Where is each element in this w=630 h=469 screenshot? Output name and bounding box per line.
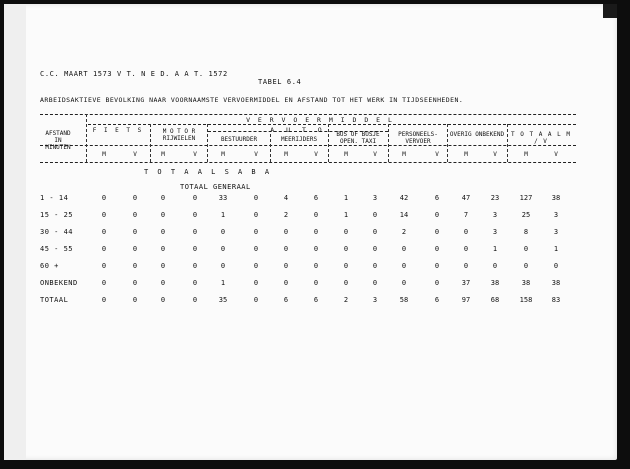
divider-stub [86, 114, 87, 162]
sex-subheader: M [102, 151, 106, 158]
table-cell: 0 [523, 245, 529, 253]
table-cell: 0 [553, 262, 559, 270]
table-cell: 38 [521, 279, 531, 287]
col-header-personeel: PERSONEELS- VERVOER [398, 131, 438, 145]
table-cell: 2 [343, 296, 349, 304]
table-cell: 0 [253, 245, 259, 253]
label-totaal-saba: T O T A A L S A B A [144, 168, 272, 176]
table-cell: 0 [434, 279, 440, 287]
table-cell: 38 [551, 194, 561, 202]
sex-subheader: M [344, 151, 348, 158]
table-cell: 1 [343, 194, 349, 202]
sex-subheader: M [221, 151, 225, 158]
table-cell: 6 [283, 296, 289, 304]
table-cell: 3 [372, 194, 378, 202]
table-cell: 0 [101, 296, 107, 304]
table-cell: 0 [220, 262, 226, 270]
sex-subheader: M [402, 151, 406, 158]
col-header-bestuurder: BESTUURDER [220, 136, 258, 143]
table-cell: 23 [490, 194, 500, 202]
table-cell: 25 [521, 211, 531, 219]
sex-subheader: V [314, 151, 318, 158]
table-cell: 0 [220, 228, 226, 236]
table-cell: 0 [283, 262, 289, 270]
table-cell: 0 [313, 228, 319, 236]
table-cell: 97 [461, 296, 471, 304]
table-cell: 0 [463, 228, 469, 236]
table-cell: 0 [192, 211, 198, 219]
table-cell: 0 [253, 228, 259, 236]
sex-subheader: M [464, 151, 468, 158]
table-title: ARBEIDSAKTIEVE BEVOLKING NAAR VOORNAAMSTE VERVOERMIDDEL EN AFSTAND TOT HET WERK IN TIJDSEENHEDEN. [40, 96, 464, 104]
table-cell: 0 [372, 279, 378, 287]
sex-subheader: V [193, 151, 197, 158]
row-label: 1 - 14 [40, 194, 69, 202]
col-header-fiets: F I E T S [92, 127, 144, 134]
table-cell: 0 [132, 279, 138, 287]
table-cell: 6 [313, 194, 319, 202]
table-cell: 6 [434, 194, 440, 202]
row-label: 60 + [40, 262, 59, 270]
table-cell: 38 [551, 279, 561, 287]
sex-subheader: V [554, 151, 558, 158]
sex-subheader: M [284, 151, 288, 158]
rule-subheaders [40, 162, 576, 163]
table-cell: 0 [192, 279, 198, 287]
row-label: 45 - 55 [40, 245, 74, 253]
col-header-motor: M O T O R RIJWIELEN [162, 128, 196, 142]
table-cell: 0 [401, 262, 407, 270]
table-cell: 0 [313, 211, 319, 219]
sex-subheader: V [373, 151, 377, 158]
table-cell: 0 [220, 245, 226, 253]
table-cell: 0 [463, 262, 469, 270]
table-cell: 0 [434, 211, 440, 219]
table-cell: 0 [160, 279, 166, 287]
table-cell: 1 [220, 279, 226, 287]
table-cell: 0 [192, 194, 198, 202]
table-cell: 0 [343, 228, 349, 236]
page-edge-band [4, 4, 26, 460]
table-cell: 0 [372, 245, 378, 253]
table-cell: 37 [461, 279, 471, 287]
table-cell: 0 [132, 296, 138, 304]
table-cell: 2 [401, 228, 407, 236]
stub-header-2: IN [54, 137, 62, 144]
table-cell: 1 [220, 211, 226, 219]
table-cell: 4 [283, 194, 289, 202]
table-cell: 1 [343, 211, 349, 219]
table-cell: 0 [160, 245, 166, 253]
table-cell: 38 [490, 279, 500, 287]
table-cell: 83 [551, 296, 561, 304]
col-header-bus: BUS OF BUSJE OPEN. TAXI [336, 131, 380, 145]
sex-subheader: V [435, 151, 439, 158]
table-cell: 0 [101, 245, 107, 253]
stub-header-1: AFSTAND [45, 130, 71, 137]
rule-top [40, 114, 576, 115]
table-cell: 6 [434, 296, 440, 304]
col-header-overig: OVERIG ONBEKEND [449, 131, 505, 138]
row-label: TOTAAL [40, 296, 69, 304]
table-cell: 0 [253, 262, 259, 270]
label-totaal-generaal: TOTAAL GENERAAL [180, 183, 251, 191]
row-label: 15 - 25 [40, 211, 74, 219]
table-cell: 3 [553, 211, 559, 219]
table-cell: 0 [313, 245, 319, 253]
table-cell: 0 [132, 228, 138, 236]
divider-6 [447, 124, 448, 162]
divider-1 [150, 124, 151, 162]
table-cell: 0 [401, 245, 407, 253]
row-label: 30 - 44 [40, 228, 74, 236]
table-number: TABEL 6.4 [258, 78, 302, 86]
table-cell: 0 [434, 262, 440, 270]
rule-group [88, 124, 576, 125]
table-cell: 3 [492, 211, 498, 219]
table-cell: 47 [461, 194, 471, 202]
table-cell: 0 [132, 194, 138, 202]
table-cell: 6 [313, 296, 319, 304]
table-cell: 0 [192, 228, 198, 236]
table-cell: 0 [372, 262, 378, 270]
group-header: V E R V O E R M I D D E L [246, 116, 394, 124]
table-cell: 0 [101, 228, 107, 236]
col-header-meerijders: MEERIJDERS [280, 136, 318, 143]
sex-subheader: M [161, 151, 165, 158]
table-cell: 1 [492, 245, 498, 253]
table-cell: 0 [434, 245, 440, 253]
table-cell: 0 [343, 245, 349, 253]
table-cell: 0 [192, 262, 198, 270]
table-cell: 0 [253, 296, 259, 304]
table-cell: 0 [372, 228, 378, 236]
table-cell: 0 [253, 211, 259, 219]
table-cell: 127 [519, 194, 533, 202]
table-cell: 0 [101, 194, 107, 202]
sex-subheader: M [524, 151, 528, 158]
table-cell: 35 [218, 296, 228, 304]
table-cell: 3 [372, 296, 378, 304]
table-cell: 42 [399, 194, 409, 202]
row-label: ONBEKEND [40, 279, 78, 287]
table-cell: 0 [101, 262, 107, 270]
table-cell: 0 [401, 279, 407, 287]
stub-header-3: MINUTEN [45, 144, 71, 151]
table-cell: 0 [372, 211, 378, 219]
page-corner [603, 4, 617, 18]
divider-2 [207, 124, 208, 162]
table-cell: 0 [434, 228, 440, 236]
table-cell: 33 [218, 194, 228, 202]
sex-subheader: V [254, 151, 258, 158]
table-cell: 0 [160, 262, 166, 270]
table-cell: 0 [253, 279, 259, 287]
table-cell: 0 [313, 262, 319, 270]
table-cell: 0 [492, 262, 498, 270]
table-cell: 0 [283, 245, 289, 253]
table-cell: 58 [399, 296, 409, 304]
table-cell: 0 [160, 194, 166, 202]
table-cell: 0 [101, 211, 107, 219]
table-cell: 0 [192, 245, 198, 253]
auto-header: A U T O [270, 126, 326, 134]
table-cell: 0 [283, 279, 289, 287]
table-cell: 0 [192, 296, 198, 304]
table-cell: 0 [523, 262, 529, 270]
col-header-totaal: T O T A A L M / V [511, 131, 571, 145]
rule-columns [40, 145, 576, 146]
table-cell: 3 [553, 228, 559, 236]
table-cell: 3 [492, 228, 498, 236]
table-cell: 0 [160, 211, 166, 219]
sex-subheader: V [493, 151, 497, 158]
table-cell: 0 [463, 245, 469, 253]
table-cell: 158 [519, 296, 533, 304]
table-cell: 0 [283, 228, 289, 236]
table-cell: 0 [132, 245, 138, 253]
table-cell: 0 [101, 279, 107, 287]
table-cell: 0 [313, 279, 319, 287]
source-line: C.C. MAART 1573 V T. N E D. A A T. 1572 [40, 70, 228, 78]
table-cell: 0 [132, 262, 138, 270]
table-cell: 8 [523, 228, 529, 236]
table-cell: 0 [132, 211, 138, 219]
table-cell: 0 [160, 296, 166, 304]
table-cell: 1 [553, 245, 559, 253]
table-cell: 7 [463, 211, 469, 219]
table-cell: 0 [253, 194, 259, 202]
table-cell: 2 [283, 211, 289, 219]
sex-subheader: V [133, 151, 137, 158]
table-cell: 0 [343, 262, 349, 270]
table-cell: 0 [160, 228, 166, 236]
table-cell: 68 [490, 296, 500, 304]
table-cell: 0 [343, 279, 349, 287]
table-cell: 14 [399, 211, 409, 219]
